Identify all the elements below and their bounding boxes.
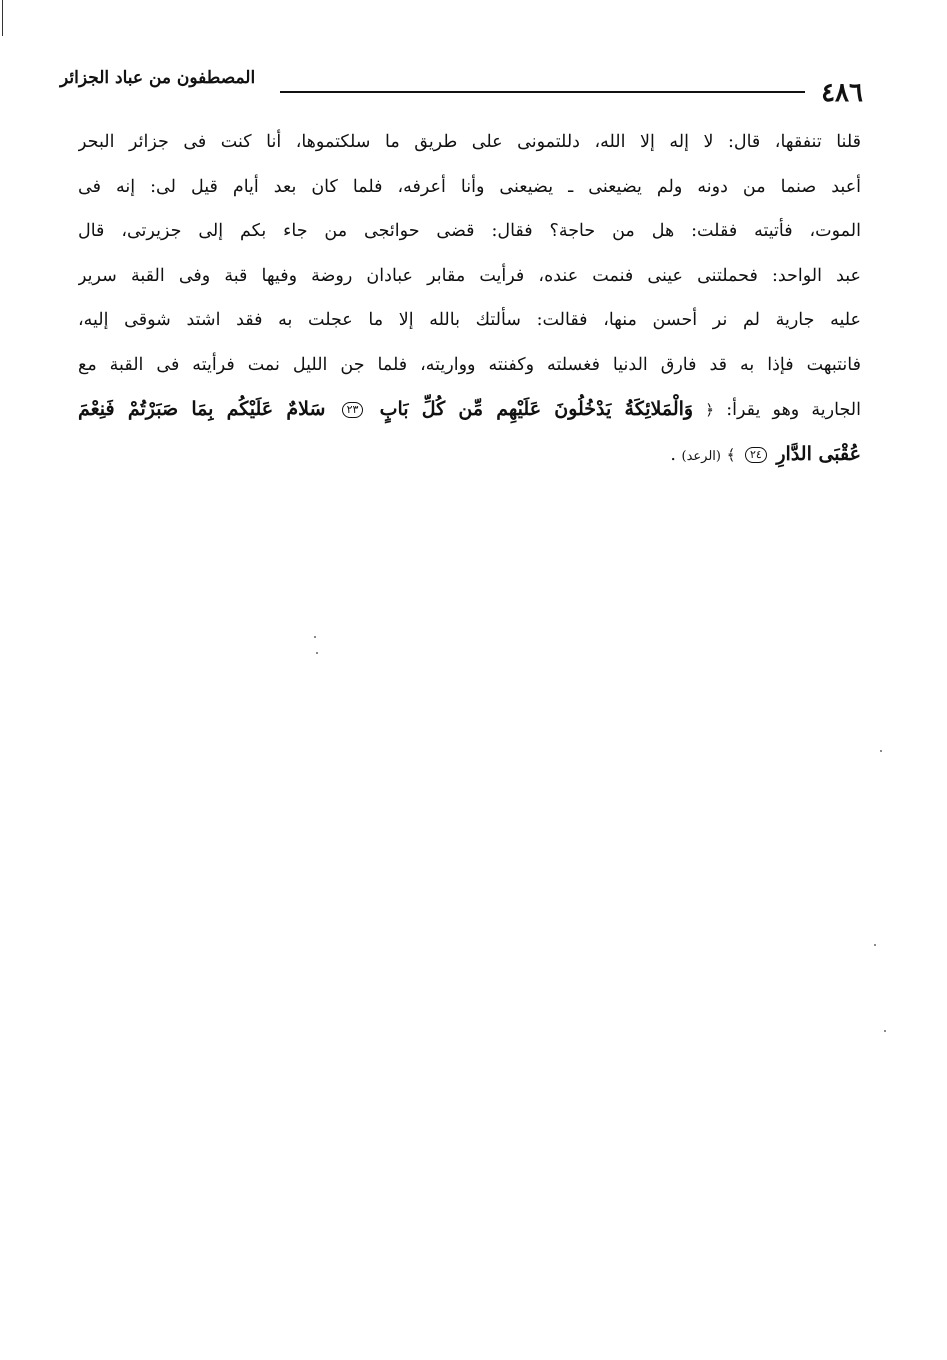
scan-edge-mark (2, 0, 3, 36)
text-line-7 (78, 391, 861, 436)
quran-verse-part-1: وَالْمَلائِكَةُ يَدْخُلُونَ عَلَيْهِم مِّن كُلِّ بَابٍ (379, 398, 694, 420)
quran-verse-part-2: سَلامٌ عَلَيْكُم بِمَا صَبَرْتُمْ فَنِعْمَ (78, 398, 326, 420)
text-line-3: الموت، فأتيته فقلت: هل من حاجة؟ فقال: قضى حوائجى من جاء بكم إلى جزيرتى، قال (78, 221, 861, 241)
verse-intro: الجارية وهو يقرأ: (726, 400, 861, 420)
end-punctuation: . (670, 444, 676, 465)
quran-close-bracket: ﴾ (726, 445, 736, 464)
text-line-4: عبد الواحد: فحملتنى عينى فنمت عنده، فرأيت مقابر عبادان روضة وفيها قبة وفى القبة سرير (78, 265, 861, 286)
scan-speck (880, 750, 882, 752)
quran-verse-part-3: عُقْبَى الدَّارِ (776, 442, 861, 465)
text-line-2: أعبد صنما من دونه ولم يضيعنى ـ يضيعنى وأنا أعرفه، فلما كان بعد أيام قيل لى: إنه فى (78, 176, 861, 197)
text-line-1: قلنا تنفقها، قال: لا إله إلا الله، دللتمونى على طريق ما سلكتموها، أنا كنت فى جزائر البحر (78, 132, 861, 152)
ayah-number-24: ٢٤ (745, 447, 767, 463)
text-line-8 (78, 436, 861, 481)
surah-reference: (الرعد) (681, 448, 721, 464)
page-number: ٤٨٦ (821, 78, 863, 108)
quran-open-bracket: ﴿ (705, 401, 715, 419)
scan-speck (316, 652, 318, 654)
header-rule (280, 91, 805, 93)
body-text (78, 124, 861, 480)
scan-speck (314, 636, 316, 638)
scan-speck (874, 944, 876, 946)
page-header (60, 66, 863, 106)
text-line-5: عليه جارية لم نر أحسن منها، فقالت: سألتك بالله إلا ما عجلت به فقد اشتد شوقى إليه، (78, 310, 861, 330)
text-line-6: فانتبهت فإذا به قد فارق الدنيا فغسلته وكفنته وواريته، فلما جن الليل نمت فرأيته فى القبة مع (78, 354, 861, 375)
ayah-number-23: ٢٣ (342, 402, 364, 418)
running-title: المصطفون من عباد الجزائر (60, 68, 256, 88)
scan-speck (884, 1030, 886, 1032)
